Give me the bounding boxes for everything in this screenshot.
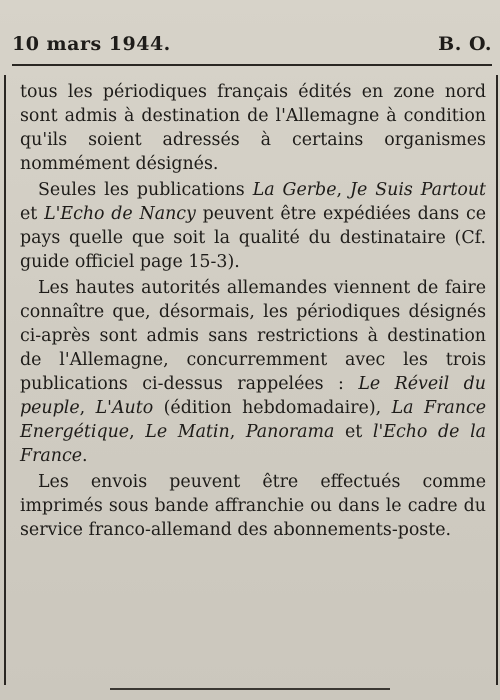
paragraph-1: tous les périodiques français édités en zone nord sont admis à destination de l'Allemagne à condition qu'ils soient adressés à certains organismes nommément désignés. <box>20 82 486 174</box>
publication-title: L'Auto <box>95 398 154 418</box>
publication-title: L'Echo de Nancy <box>44 204 196 224</box>
publication-title: La France Energétique <box>20 398 486 442</box>
publication-title: La Gerbe <box>252 180 337 200</box>
publication-title: l'Echo de la France <box>20 422 486 466</box>
publication-title: Le Matin <box>145 422 230 442</box>
publication-title: Panorama <box>245 422 335 442</box>
article-body <box>20 80 486 544</box>
header-bulletin: B. O. <box>438 33 492 55</box>
right-column-border <box>496 75 498 685</box>
paragraph-4: Les envois peuvent être effectués comme imprimés sous bande affranchie ou dans le cadre du service franco-allemand des abonnements-poste. <box>20 472 486 540</box>
publication-title: Je Suis Partout <box>349 180 487 200</box>
left-column-border <box>4 75 6 685</box>
header-rule <box>12 64 492 66</box>
page-header <box>12 28 492 60</box>
publication-title: Le Réveil du peuple <box>20 374 486 418</box>
paragraph-3: Les hautes autorités allemandes viennent de faire connaître que, désormais, les périodiques désignés ci-après sont admis sans restrictions à destination de l'Allemagne, concurremment avec les trois publications ci-dessus rappelées : Le Réveil du peuple, L'Auto (édition hebdomadaire), La France Energétique, Le Matin, Panorama et l'Echo de la France. <box>20 278 486 466</box>
bottom-rule <box>110 688 390 690</box>
paragraph-2: Seules les publications La Gerbe, Je Suis Partout et L'Echo de Nancy peuvent être expédiées dans ce pays quelle que soit la qualité du destinataire (Cf. guide officiel page 15-3). <box>20 180 487 272</box>
header-date: 10 mars 1944. <box>12 33 171 55</box>
